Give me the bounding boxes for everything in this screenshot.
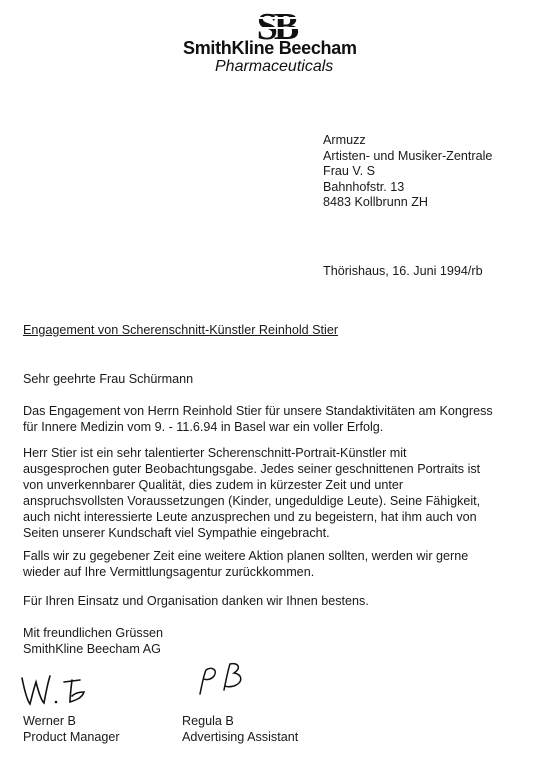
signature-werner-b: [18, 670, 98, 710]
text-line: Falls wir zu gegebener Zeit eine weitere Aktion planen sollten, werden wir gerne: [23, 549, 469, 563]
text-line: anspruchsvollsten Voraussetzungen (Kinder, ungeduldige Leute). Seine Fähigkeit,: [23, 494, 481, 508]
date-line: Thörishaus, 16. Juni 1994/rb: [323, 264, 483, 278]
text-line: Das Engagement von Herrn Reinhold Stier für unsere Standaktivitäten am Kongress: [23, 404, 493, 418]
closing-line: SmithKline Beecham AG: [23, 642, 161, 656]
paragraph: [23, 403, 493, 435]
address-line: Frau V. S: [323, 164, 376, 178]
signature-regula-b: [194, 660, 254, 702]
address-line: 8483 Kollbrunn ZH: [323, 195, 429, 209]
signatory-regula: [182, 713, 298, 745]
text-line: für Innere Medizin vom 9. - 11.6.94 in Basel war ein voller Erfolg.: [23, 420, 384, 434]
signatory-title: Product Manager: [23, 730, 120, 744]
paragraph: [23, 548, 468, 580]
closing-line: Mit freundlichen Grüssen: [23, 626, 163, 640]
subject-line: Engagement von Scherenschnitt-Künstler Reinhold Stier: [23, 323, 339, 337]
text-line: ausgesprochen guter Beobachtungsgabe. Jedes seiner geschnittenen Portraits ist: [23, 462, 481, 476]
text-line: Für Ihren Einsatz und Organisation danken wir Ihnen bestens.: [23, 594, 369, 608]
signatory-name: Regula B: [182, 714, 234, 728]
address-line: Bahnhofstr. 13: [323, 179, 405, 194]
signatory-name: Werner B: [23, 714, 76, 728]
address-line: Armuzz: [323, 133, 366, 147]
division-name: Pharmaceuticals: [215, 58, 334, 75]
signatory-werner: [23, 713, 120, 745]
address-line: Artisten- und Musiker-Zentrale: [323, 148, 493, 163]
paragraph: [23, 445, 480, 541]
text-line: wieder auf Ihre Vermittlungsagentur zurückkommen.: [23, 565, 315, 579]
text-line: von unverkennbarer Qualität, dies zudem in kürzester Zeit und unter: [23, 478, 404, 492]
text-line: auch nicht interessierte Leute anzusprechen und zu begeistern, hat ihm auch von: [23, 510, 477, 524]
salutation: Sehr geehrte Frau Schürmann: [23, 372, 194, 386]
text-line: Herr Stier ist ein sehr talentierter Scherenschnitt-Portrait-Künstler mit: [23, 446, 407, 460]
signatory-title: Advertising Assistant: [182, 730, 299, 744]
text-line: Seiten unserer Kundschaft viel Sympathie eingebracht.: [23, 526, 330, 540]
recipient-address: [323, 133, 492, 211]
brand-name: SmithKline Beecham: [183, 38, 357, 58]
paragraph: [23, 593, 369, 609]
svg-text:SB: SB: [256, 6, 296, 44]
closing: [23, 625, 163, 657]
